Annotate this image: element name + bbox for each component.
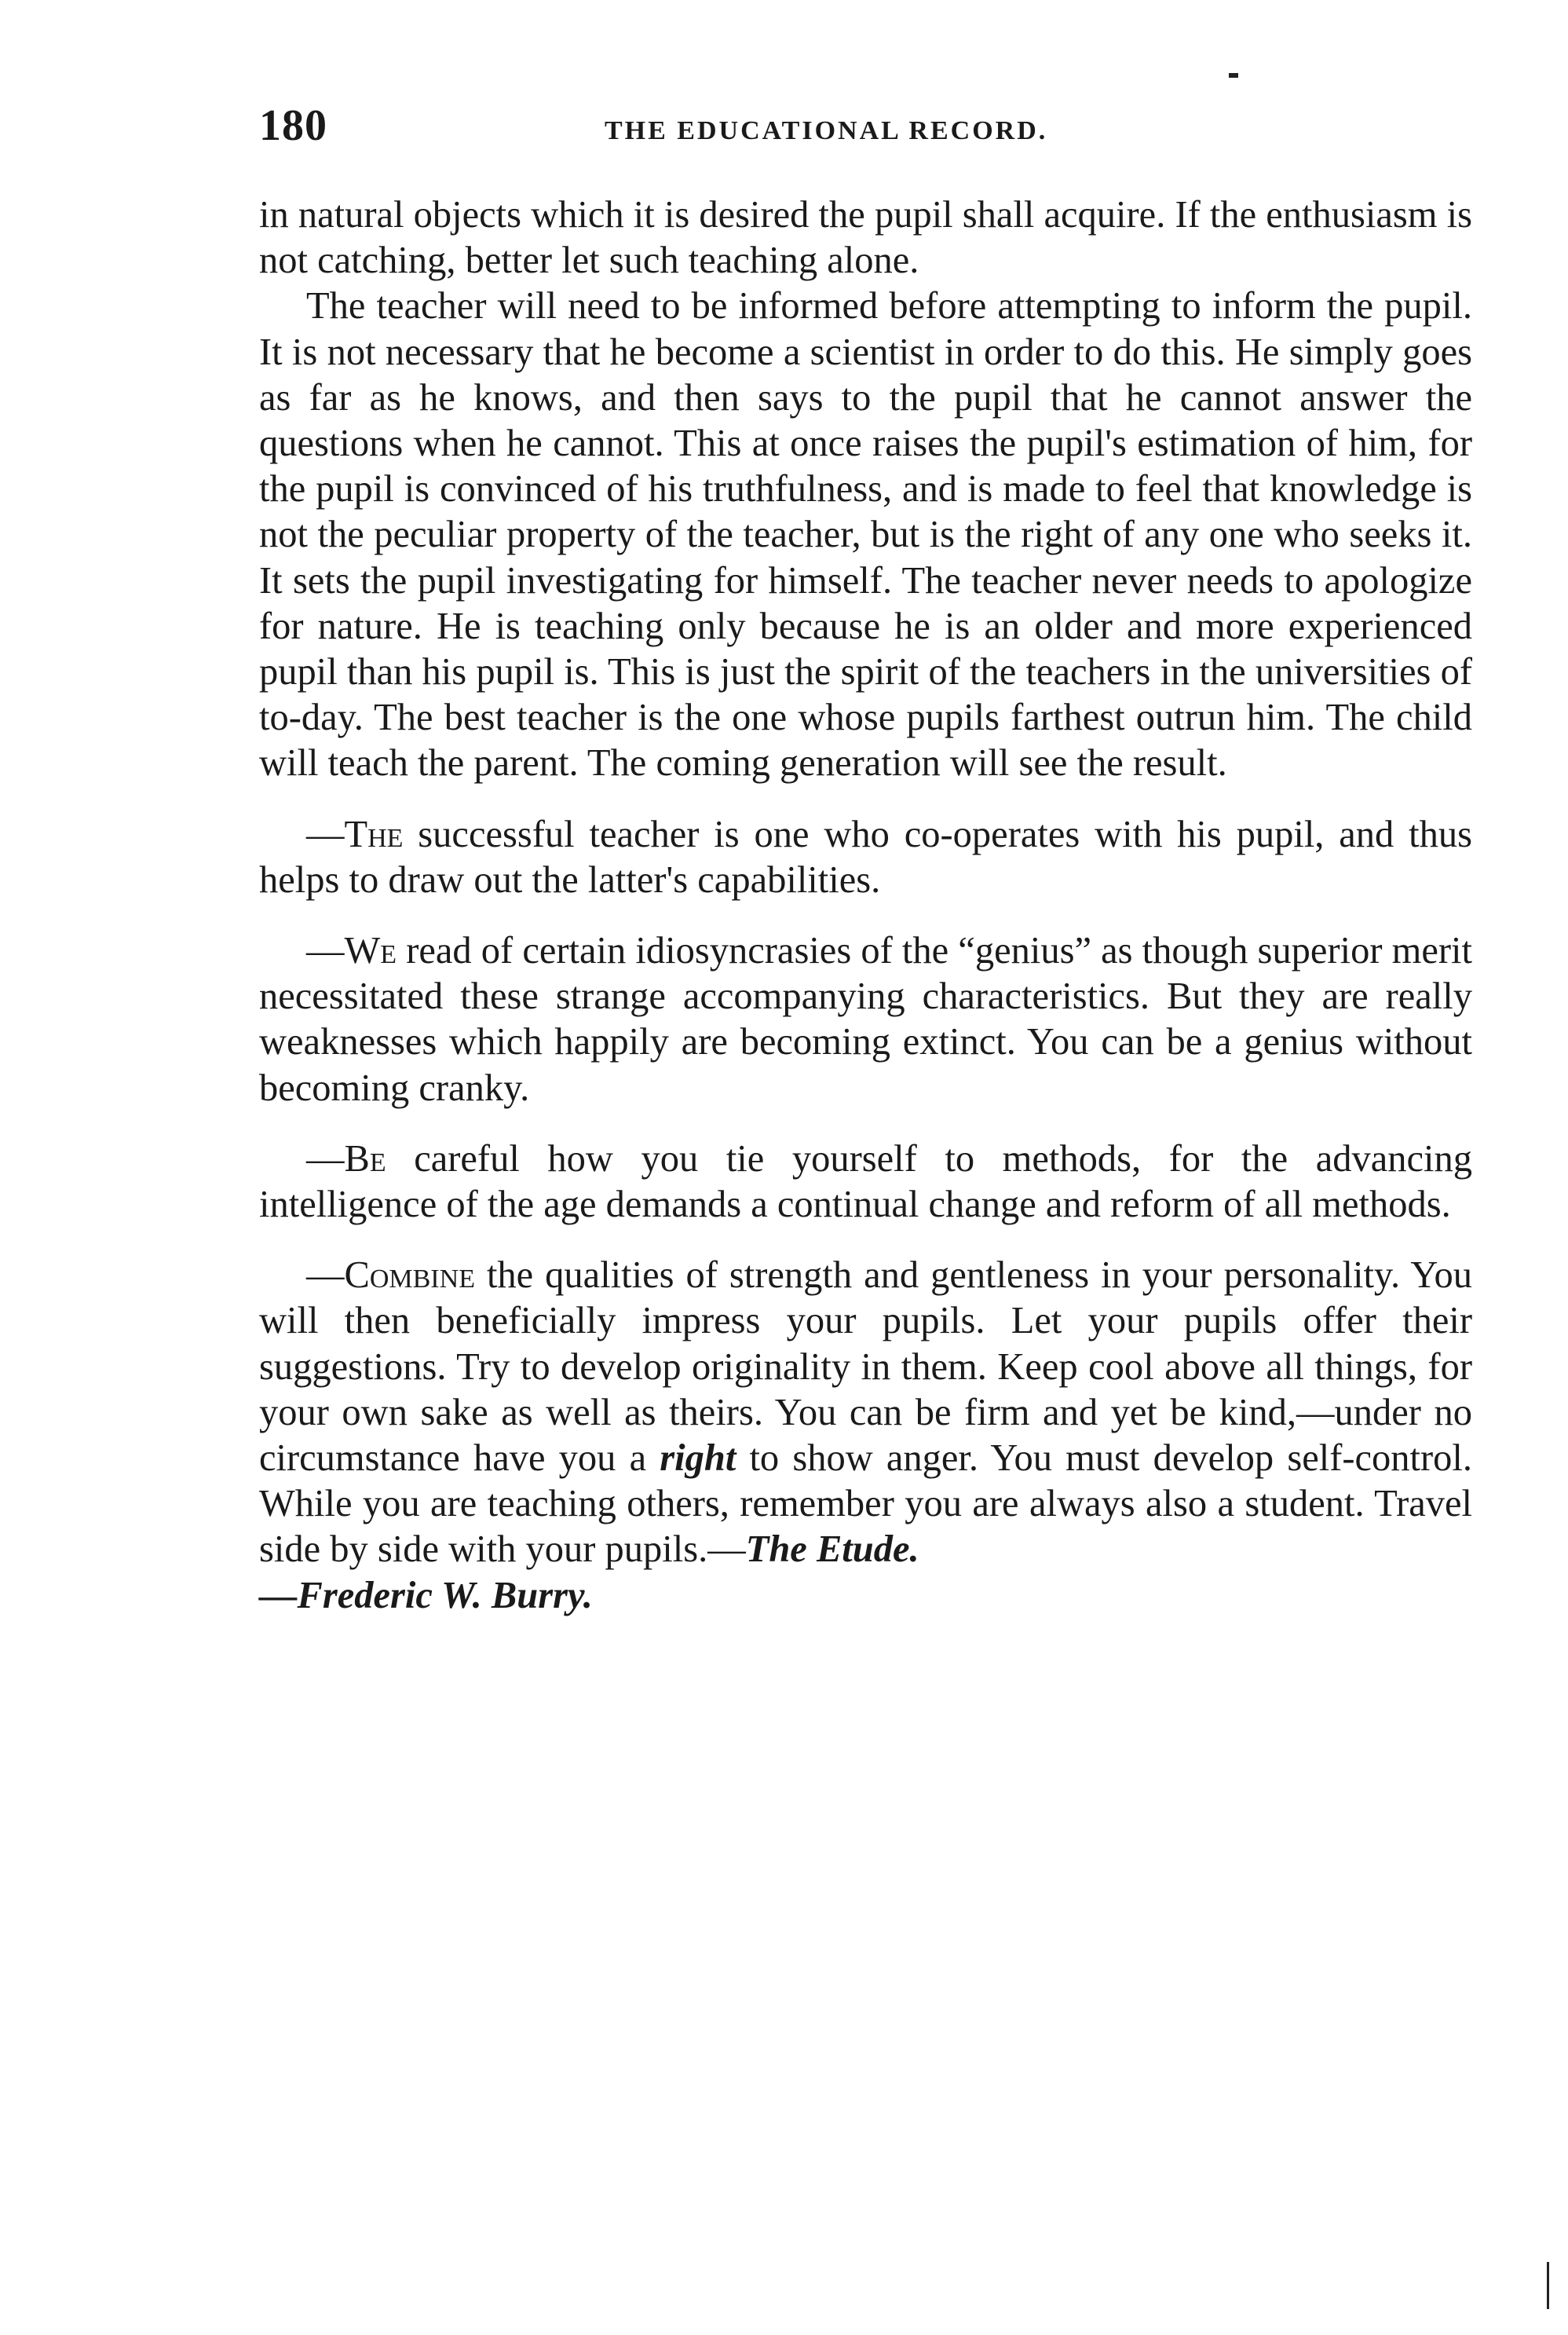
page-header <box>259 101 1476 163</box>
paragraph-lead: —Combine <box>306 1254 475 1297</box>
article-body <box>259 192 1472 1619</box>
paragraph-lead: —The <box>306 813 404 855</box>
emphasized-word: right <box>660 1437 736 1480</box>
paragraph-combine <box>259 1253 1472 1572</box>
paragraph-text: to show anger. You must develop self-control. While you are teaching others, remember you are always also a student. Travel side by side with your pupils.— <box>259 1437 1472 1571</box>
author-attribution <box>259 1573 1472 1619</box>
paragraph-text: careful how you tie yourself to methods, for the advancing intelligence of the age demands a continual change and reform of all methods. <box>259 1137 1472 1226</box>
paragraph-teacher-informed <box>259 284 1472 786</box>
paragraph-text: The teacher will need to be informed before attempting to inform the pupil. It is not necessary that he become a scientist in order to do this. He simply goes as far as he knows, and then says to the pupil that he cannot answer the questions when he cannot. This at once raises the pupil's estimation of him, for the pupil is convinced of his truthfulness, and is made to feel that knowledge is not the peculiar property of the teacher, but is the right of any one who seeks it. It sets the pupil investigating for himself. The teacher never needs to apologize for nature. He is teaching only because he is an older and more experienced pupil than his pupil is. This is just the spirit of the teachers in the universities of to-day. The best teacher is the one whose pupils farthest outrun him. The child will teach the parent. The coming generation will see the result. <box>259 285 1472 785</box>
print-speck <box>1547 2262 1549 2309</box>
paragraph-text: the qualities of strength and gentleness in your personality. You will then beneficially impress your pupils. Let your pupils offer their suggestions. Try to develop originality in them. Keep cool above all things, for your own sake as well as theirs. You can be firm and yet be kind,—under no circumstance have you a <box>259 1254 1472 1480</box>
source-citation: The Etude. <box>745 1528 919 1571</box>
author-name: —Frederic W. Burry. <box>259 1574 593 1616</box>
paragraph-text: successful teacher is one who co-operates with his pupil, and thus helps to draw out the latter's capabilities. <box>259 813 1472 901</box>
paragraph-methods <box>259 1136 1472 1228</box>
paragraph-continuation <box>259 192 1472 284</box>
running-title: THE EDUCATIONAL RECORD. <box>605 116 1048 145</box>
paragraph-lead: —Be <box>306 1137 386 1180</box>
paragraph-text: in natural objects which it is desired the pupil shall acquire. If the enthusiasm is not catching, better let such teaching alone. <box>259 194 1472 282</box>
paragraph-text: read of certain idiosyncrasies of the “genius” as though superior merit necessitated these strange accompanying characteristics. But they are really weaknesses which happily are becoming extinct. You can be a genius without becoming cranky. <box>259 930 1472 1109</box>
print-speck <box>1229 73 1238 78</box>
paragraph-successful-teacher <box>259 812 1472 903</box>
page-number: 180 <box>259 101 327 150</box>
paragraph-genius <box>259 928 1472 1111</box>
paragraph-lead: —We <box>306 930 397 972</box>
